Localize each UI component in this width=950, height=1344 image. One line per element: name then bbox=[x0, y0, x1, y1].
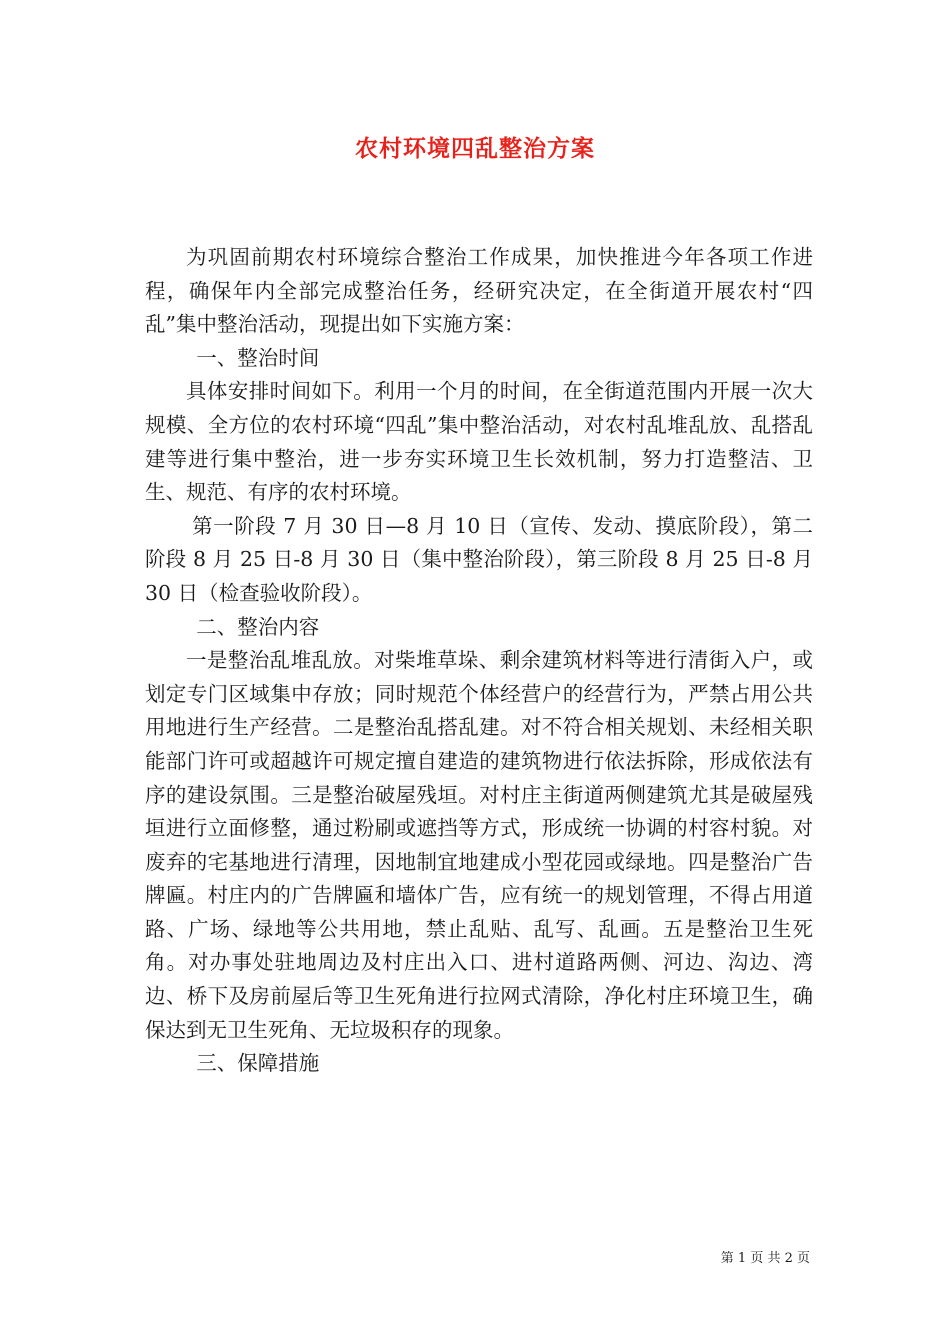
content-paragraph: 一是整治乱堆乱放。对柴堆草垛、剩余建筑材料等进行清街入户，或划定专门区域集中存放；同时规范个体经营户的经营行为，严禁占用公共用地进行生产经营。二是整治乱搭乱建。对不符合相关规划、未经相关职能部门许可或超越许可规定擅自建造的建筑物进行依法拆除，形成依法有序的建设氛围。三是整治破屋残垣。对村庄主街道两侧建筑尤其是破屋残垣进行立面修整，通过粉刷或遮挡等方式，形成统一协调的村容村貌。对废弃的宅基地进行清理，因地制宜地建成小型花园或绿地。四是整治广告牌匾。村庄内的广告牌匾和墙体广告，应有统一的规划管理，不得占用道路、广场、绿地等公共用地，禁止乱贴、乱写、乱画。五是整治卫生死角。对办事处驻地周边及村庄出入口、进村道路两侧、河边、沟边、湾边、桥下及房前屋后等卫生死角进行拉网式清除，净化村庄环境卫生，确保达到无卫生死角、无垃圾积存的现象。 bbox=[145, 648, 813, 1042]
section-heading-measures: 三、保障措施 bbox=[196, 1051, 320, 1076]
intro-paragraph: 为巩固前期农村环境综合整治工作成果，加快推进今年各项工作进程，确保年内全部完成整治任务，经研究决定，在全街道开展农村“四乱”集中整治活动，现提出如下实施方案： bbox=[145, 245, 813, 337]
schedule-paragraph: 具体安排时间如下。利用一个月的时间，在全街道范围内开展一次大规模、全方位的农村环境“四乱”集中整治活动，对农村乱堆乱放、乱搭乱建等进行集中整治，进一步夯实环境卫生长效机制，努力打造整洁、卫生、规范、有序的农村环境。 bbox=[145, 379, 813, 505]
document-title: 农村环境四乱整治方案 bbox=[355, 135, 595, 162]
document-body bbox=[145, 241, 813, 1081]
section-heading-time: 一、整治时间 bbox=[196, 345, 320, 370]
section-heading-content: 二、整治内容 bbox=[196, 614, 320, 639]
phase-paragraph: 第一阶段 7 月 30 日—8 月 10 日（宣传、发动、摸底阶段），第二阶段 8 月 25 日-8 月 30 日（集中整治阶段），第三阶段 8 月 25 日-8 月 30 日（检查验收阶段）。 bbox=[145, 513, 813, 605]
page-number: 第 1 页 共 2 页 bbox=[720, 1251, 810, 1266]
